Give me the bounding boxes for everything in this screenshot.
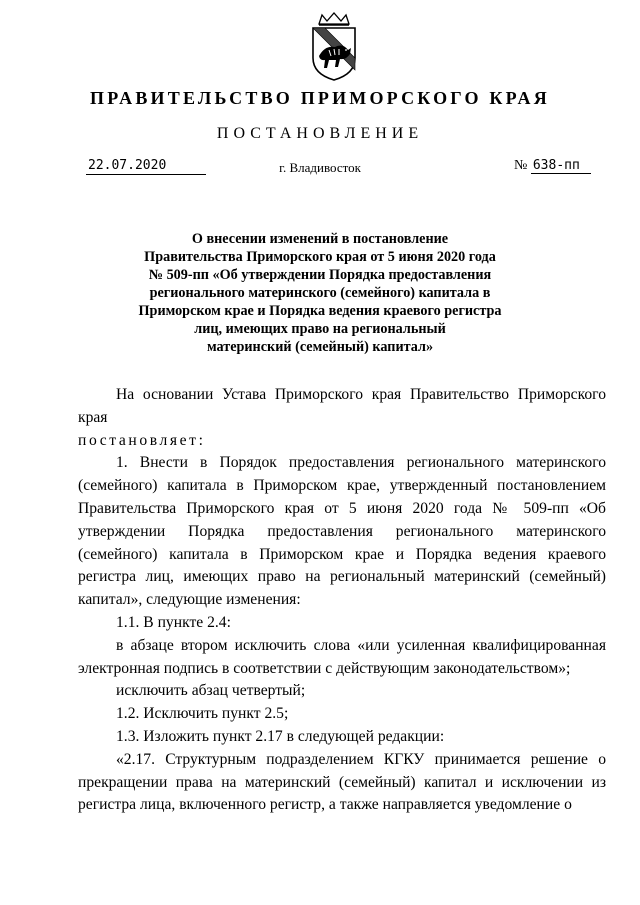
document-date: 22.07.2020 [86, 158, 206, 175]
body-paragraph: 1. Внести в Порядок предоставления регионального материнского (семейного) капитала в Приморском крае, утвержденный постановлением Правительства Приморского края от 5 июня 2020 года № 509-пп «Об утверждении Порядка предоставления регионального материнского (семейного) капитала в Приморском крае и Порядка ведения краевого регистра лиц, имеющих право на региональный материнский (семейный) капитал», следующие изменения: [78, 454, 606, 609]
subject-line: О внесении изменений в постановление [191, 231, 449, 247]
document-type: ПОСТАНОВЛЕНИЕ [216, 125, 424, 142]
subject-line: регионального материнского (семейного) капитала в [149, 285, 491, 301]
subject-line: лиц, имеющих право на региональный [194, 321, 446, 337]
body-paragraph: 1.1. В пункте 2.4: [116, 613, 231, 631]
document-number [514, 158, 596, 174]
body-paragraph-resolves: постановляет: [78, 431, 206, 449]
body-paragraph: исключить абзац четвертый; [116, 682, 306, 700]
body-paragraph: 1.3. Изложить пункт 2.17 в следующей редакции: [116, 727, 445, 745]
subject-line: Правительства Приморского края от 5 июня 2020 года [144, 249, 496, 265]
subject-line: Приморском крае и Порядка ведения краевого регистра [138, 303, 502, 319]
subject-line: № 509-пп «Об утверждении Порядка предоставления [148, 267, 492, 283]
body-paragraph: 1.2. Исключить пункт 2.5; [116, 705, 289, 723]
document-city: г. Владивосток [279, 160, 361, 175]
coat-of-arms-icon [305, 12, 363, 82]
body-paragraph: в абзаце втором исключить слова «или усиленная квалифицированная электронная подпись в соответствии с действующим законодательством»; [78, 636, 606, 677]
number-value: 638-пп [531, 158, 591, 174]
government-title: ПРАВИТЕЛЬСТВО ПРИМОРСКОГО КРАЯ [90, 88, 550, 108]
number-sign: № [514, 158, 528, 173]
subject-line: материнский (семейный) капитал» [206, 339, 434, 355]
document-body [78, 384, 606, 817]
body-paragraph: «2.17. Структурным подразделением КГКУ принимается решение о прекращении права на материнский (семейный) капитал и исключении из регистра лица, включенного регистр, а также направляется уведомление о [78, 750, 606, 814]
body-paragraph: На основании Устава Приморского края Правительство Приморского края [78, 386, 606, 426]
document-subject [110, 230, 530, 356]
